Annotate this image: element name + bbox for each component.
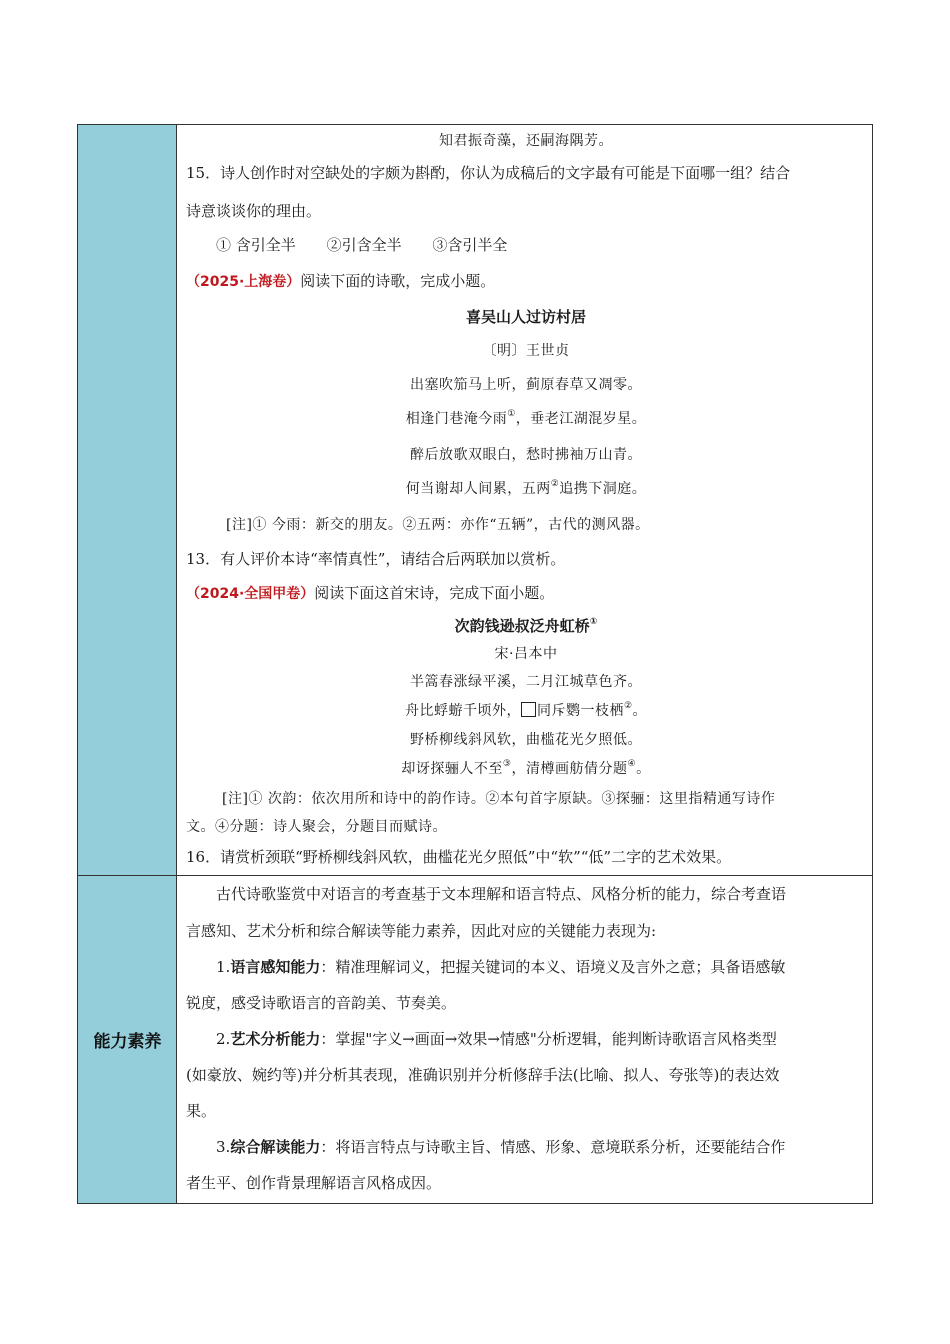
item-1-number: 1. — [216, 958, 231, 976]
missing-char-box — [521, 702, 536, 717]
poem-title-2024 — [186, 616, 866, 636]
poem-2025-line4 — [186, 479, 866, 499]
poem-title-2025: 喜吴山人过访村居 — [465, 308, 586, 326]
poem-2024-line4-b: ，清樽画舫倩分题 — [511, 761, 628, 777]
note-2025: [注]① 今雨：新交的朋友。②五两：亦作“五辆”，古代的测风器。 — [226, 517, 650, 533]
footnote-mark-2: ② — [550, 479, 560, 489]
poem-2024-line4-a: 却讶探骊人不至 — [401, 761, 503, 777]
poem-2025-line1: 出塞吹笳马上听，蓟原春草又凋零。 — [410, 377, 642, 393]
ability-intro-line1: 古代诗歌鉴赏中对语言的考查基于文本理解和语言特点、风格分析的能力，综合考查语 — [216, 885, 787, 903]
footnote-mark-2024-3: ③ — [502, 759, 512, 769]
section-2025-heading — [186, 271, 866, 292]
option-3: ③含引半全 — [432, 236, 508, 254]
poem-2024-line2-a: 舟比蜉蝣千顷外， — [404, 703, 521, 719]
item-2-number: 2. — [216, 1030, 231, 1048]
poem-author-2025: 〔明〕王世贞 — [482, 343, 570, 359]
prev-poem-line: 知君振奇藻，还嗣海隅芳。 — [439, 133, 613, 149]
item-3-number: 3. — [216, 1138, 231, 1156]
poem-2025-line4-a: 何当谢却人间累，五两 — [405, 481, 551, 497]
content-table — [77, 124, 873, 1204]
note-2024-line1: [注]① 次韵：依次用所和诗中的韵作诗。②本句首字原缺。③探骊：这里指精通写诗作 — [222, 791, 776, 807]
ability-label: 能力素养 — [93, 1031, 162, 1052]
poem-author-2024: 宋·吕本中 — [494, 646, 558, 662]
ability-item-2-line3: 果。 — [186, 1102, 217, 1120]
poem-2025-line2-a: 相逢门巷淹今雨 — [405, 411, 508, 427]
footnote-mark-2024-4: ④ — [627, 759, 637, 769]
item-2-text: ：掌握"字义→画面→效果→情感"分析逻辑，能判断诗歌语言风格类型 — [320, 1030, 777, 1048]
poem-2024-line3: 野桥柳线斜风软，曲槛花光夕照低。 — [410, 732, 642, 748]
title-footnote-mark: ① — [589, 617, 598, 627]
row-divider — [78, 875, 872, 876]
poem-2024-line4 — [186, 759, 866, 779]
item-1-name: 语言感知能力 — [230, 958, 321, 976]
source-badge-2024: （2024·全国甲卷） — [186, 586, 315, 602]
poem-2025-line4-b: 追携下洞庭。 — [559, 481, 647, 497]
ability-item-3-line2: 者生平、创作背景理解语言风格成因。 — [186, 1174, 442, 1192]
poem-2024-line4-c: 。 — [636, 761, 651, 777]
footnote-mark-1: ① — [507, 409, 516, 419]
q15-line2: 诗意谈谈你的理由。 — [186, 202, 322, 220]
poem-2025-line2 — [186, 409, 866, 429]
ability-item-2-line2: (如豪放、婉约等)并分析其表现，准确识别并分析修辞手法(比喻、拟人、夸张等)的表达效 — [186, 1066, 780, 1084]
poem-2024-line2-b: 同斥鹦一枝栖 — [536, 703, 624, 719]
ability-item-2-line1 — [216, 1029, 896, 1049]
section-2024-heading — [186, 583, 866, 604]
q15-line1: 15．诗人创作时对空缺处的字颇为斟酌，你认为成稿后的文字最有可能是下面哪一组？结合 — [186, 164, 791, 182]
option-1: ① 含引全半 — [216, 236, 296, 254]
source-badge-2025: （2025·上海卷） — [186, 274, 301, 290]
poem-2024-line2 — [186, 701, 866, 721]
ability-item-1-line2: 锐度，感受诗歌语言的音韵美、节奏美。 — [186, 994, 457, 1012]
poem-title-2024-text: 次韵钱逊叔泛舟虹桥 — [454, 617, 590, 635]
ability-item-3-line1 — [216, 1137, 896, 1157]
item-2-name: 艺术分析能力 — [230, 1030, 321, 1048]
option-2: ②引含全半 — [326, 236, 402, 254]
item-3-text: ：将语言特点与诗歌主旨、情感、形象、意境联系分析，还要能结合作 — [320, 1138, 786, 1156]
section-2025-intro: 阅读下面的诗歌，完成小题。 — [300, 272, 496, 290]
poem-2024-line1: 半篙春涨绿平溪，二月江城草色齐。 — [410, 674, 642, 690]
footnote-mark-2024-2: ② — [623, 701, 633, 711]
poem-2025-line2-b: ，垂老江湖混岁星。 — [515, 411, 647, 427]
q15-options — [216, 235, 896, 255]
poem-2025-line3: 醉后放歌双眼白，愁时拂袖万山青。 — [410, 447, 642, 463]
q16: 16．请赏析颈联“野桥柳线斜风软，曲槛花光夕照低”中“软”“低”二字的艺术效果。 — [186, 848, 732, 866]
ability-intro-line2: 言感知、艺术分析和综合解读等能力素养，因此对应的关键能力表现为: — [186, 922, 657, 940]
poem-2024-line2-c: 。 — [632, 703, 648, 719]
item-1-text: ：精准理解词义，把握关键词的本义、语境义及言外之意；具备语感敏 — [320, 958, 786, 976]
ability-item-1-line1 — [216, 957, 896, 977]
item-3-name: 综合解读能力 — [230, 1138, 321, 1156]
q13: 13．有人评价本诗“率情真性”，请结合后两联加以赏析。 — [186, 550, 566, 568]
note-2024-line2: 文。④分题：诗人聚会，分题目而赋诗。 — [186, 819, 447, 835]
section-2024-intro: 阅读下面这首宋诗，完成下面小题。 — [314, 584, 555, 602]
